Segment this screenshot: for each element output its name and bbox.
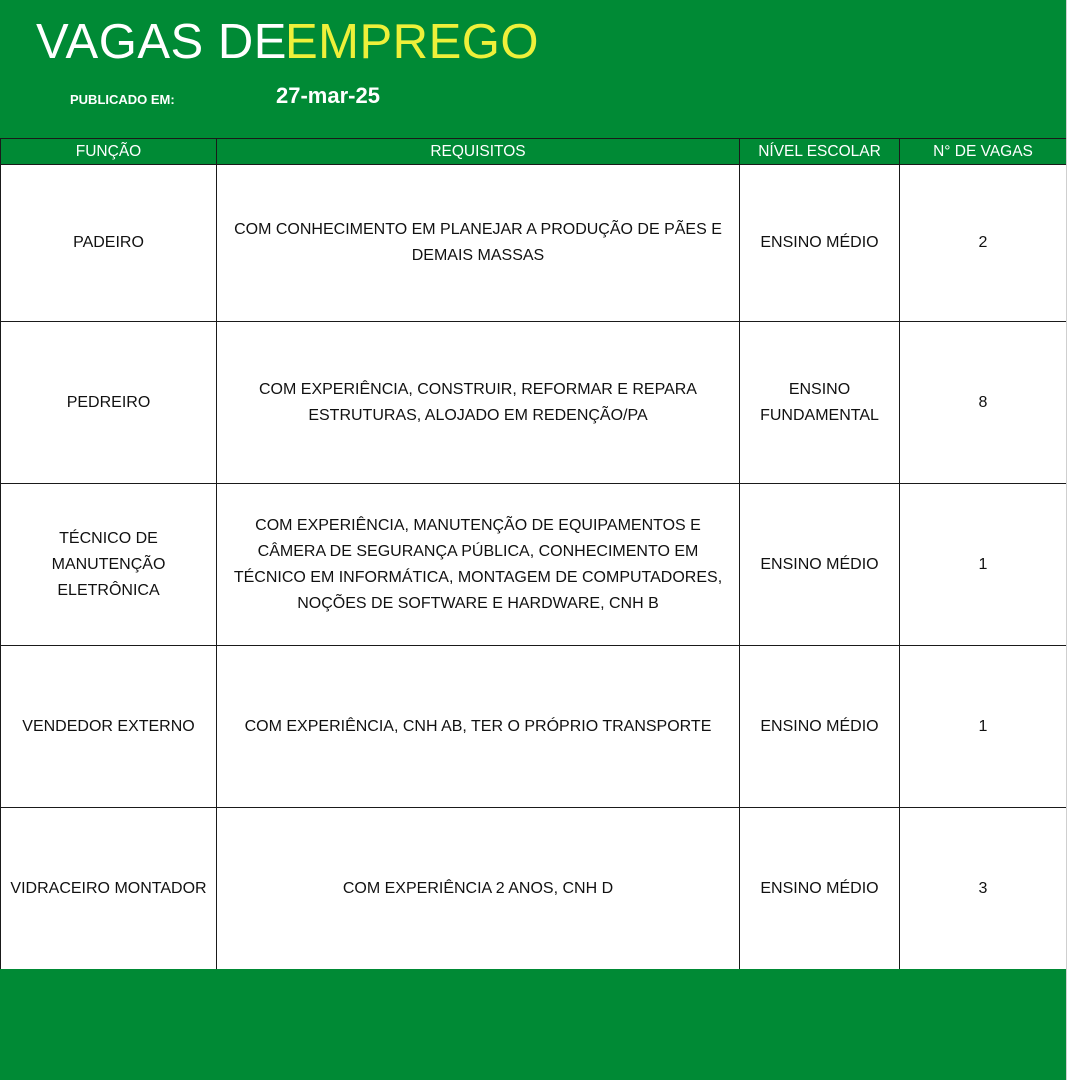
footer-banner	[0, 969, 1066, 1080]
table-row	[1, 165, 1067, 322]
published-date: 27-mar-25	[276, 83, 380, 108]
header-banner	[0, 0, 1066, 138]
cell-nivel: ENSINO FUNDAMENTAL	[740, 322, 900, 484]
cell-nivel: ENSINO MÉDIO	[740, 484, 900, 646]
cell-nivel: ENSINO MÉDIO	[740, 808, 900, 970]
cell-funcao: VENDEDOR EXTERNO	[1, 646, 217, 808]
cell-nivel: ENSINO MÉDIO	[740, 165, 900, 322]
table-row	[1, 484, 1067, 646]
title-part1: VAGAS DE	[36, 15, 287, 69]
cell-nivel: ENSINO MÉDIO	[740, 646, 900, 808]
jobs-table	[0, 138, 1067, 970]
cell-requisitos: COM EXPERIÊNCIA, CNH AB, TER O PRÓPRIO TRANSPORTE	[217, 646, 740, 808]
cell-funcao: PEDREIRO	[1, 322, 217, 484]
table-row	[1, 808, 1067, 970]
column-header-vagas: N° DE VAGAS	[900, 139, 1067, 165]
cell-vagas: 1	[900, 484, 1067, 646]
cell-requisitos: COM EXPERIÊNCIA, CONSTRUIR, REFORMAR E REPARA ESTRUTURAS, ALOJADO EM REDENÇÃO/PA	[217, 322, 740, 484]
cell-vagas: 1	[900, 646, 1067, 808]
title-part2: EMPREGO	[285, 15, 539, 69]
cell-funcao: PADEIRO	[1, 165, 217, 322]
cell-vagas: 8	[900, 322, 1067, 484]
cell-funcao: TÉCNICO DE MANUTENÇÃO ELETRÔNICA	[1, 484, 217, 646]
cell-requisitos: COM EXPERIÊNCIA 2 ANOS, CNH D	[217, 808, 740, 970]
table-header-row	[1, 139, 1067, 165]
cell-requisitos: COM EXPERIÊNCIA, MANUTENÇÃO DE EQUIPAMENTOS E CÂMERA DE SEGURANÇA PÚBLICA, CONHECIMENTO EM TÉCNICO EM INFORMÁTICA, MONTAGEM DE COMPUTADORES, NOÇÕES DE SOFTWARE E HARDWARE, CNH B	[217, 484, 740, 646]
cell-vagas: 3	[900, 808, 1067, 970]
page-edge-divider	[1066, 0, 1067, 1080]
column-header-funcao: FUNÇÃO	[1, 139, 217, 165]
table-row	[1, 646, 1067, 808]
cell-funcao: VIDRACEIRO MONTADOR	[1, 808, 217, 970]
cell-requisitos: COM CONHECIMENTO EM PLANEJAR A PRODUÇÃO DE PÃES E DEMAIS MASSAS	[217, 165, 740, 322]
cell-vagas: 2	[900, 165, 1067, 322]
table-row	[1, 322, 1067, 484]
column-header-requisitos: REQUISITOS	[217, 139, 740, 165]
published-label: PUBLICADO EM:	[70, 92, 175, 107]
column-header-nivel: NÍVEL ESCOLAR	[740, 139, 900, 165]
